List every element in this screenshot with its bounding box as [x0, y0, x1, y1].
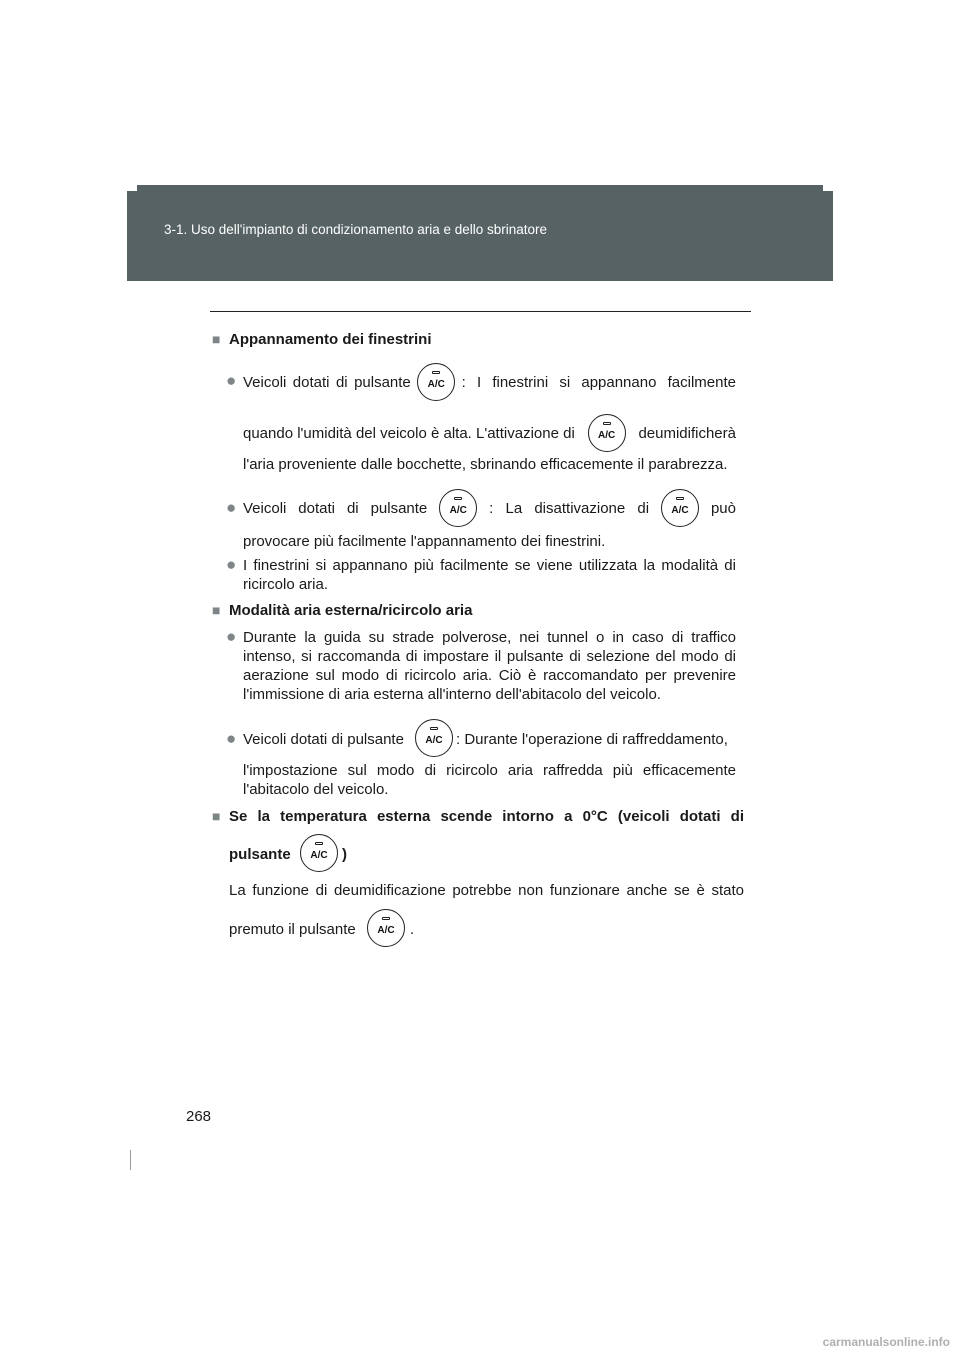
ac-label: A/C	[671, 504, 689, 516]
list-item	[243, 363, 736, 401]
ac-button-icon	[417, 363, 455, 401]
list-item-line: l'aria proveniente dalle bocchette, sbrinando efficacemente il parabrezza.	[243, 456, 728, 473]
section-heading-line: pulsante	[229, 846, 291, 863]
list-item-text: Veicoli dotati di pulsante	[243, 731, 404, 748]
text-word: pulsante	[354, 373, 411, 391]
body-text: La funzione di deumidificazione potrebbe non funzionare anche se è stato	[229, 882, 744, 899]
header-corner	[127, 185, 137, 191]
list-item	[243, 489, 736, 527]
text-word: dotati	[292, 373, 330, 391]
round-bullet-icon: ●	[226, 729, 237, 748]
text-word: dotati	[298, 499, 335, 517]
list-item: I finestrini si appannano più facilmente se viene utilizzata la modalità di ricircolo aria.	[243, 557, 736, 593]
section-divider	[210, 311, 751, 312]
text-word: Veicoli	[243, 373, 287, 391]
ac-button-icon	[439, 489, 477, 527]
section-heading: Se la temperatura esterna scende intorno a 0°C (veicoli dotati di	[229, 808, 744, 825]
square-bullet-icon: ■	[212, 331, 221, 347]
ac-label: A/C	[449, 504, 467, 516]
text-word: Veicoli	[243, 499, 287, 517]
text-run: : La disattivazione di	[489, 499, 650, 517]
text-word: pulsante	[370, 499, 428, 517]
round-bullet-icon: ●	[226, 555, 237, 574]
round-bullet-icon: ●	[226, 627, 237, 646]
list-item: Durante la guida su strade polverose, nei tunnel o in caso di traffico intenso, si raccomanda di impostare il pulsante di selezione del modo di aerazione sul modo di ricircolo aria. Ciò è raccomandato per prevenire l'immissione di aria esterna all'interno dell'abitacolo del veicolo.	[243, 629, 736, 703]
ac-button-icon	[367, 909, 405, 947]
square-bullet-icon: ■	[212, 602, 221, 618]
ac-label: A/C	[377, 924, 395, 936]
header-corner	[823, 185, 833, 191]
watermark: carmanualsonline.info	[822, 1335, 950, 1349]
ac-button-icon	[415, 719, 453, 757]
text-run: può	[710, 499, 736, 517]
page-number: 268	[186, 1108, 212, 1125]
ac-label: A/C	[425, 734, 443, 746]
body-text-line: premuto il pulsante	[229, 921, 356, 938]
text-word: di	[346, 499, 359, 517]
ac-label: A/C	[310, 849, 328, 861]
list-item-text: l'impostazione sul modo di ricircolo aria raffredda più efficacemente l'abitacolo del veicolo.	[243, 762, 736, 798]
text-word: di	[335, 373, 348, 391]
ac-button-icon	[661, 489, 699, 527]
text-run: deumidificherà	[638, 424, 736, 442]
list-item-text: : Durante l'operazione di raffreddamento,	[456, 731, 728, 748]
margin-mark	[130, 1150, 131, 1170]
list-item-line	[243, 414, 736, 452]
square-bullet-icon: ■	[212, 808, 221, 824]
chapter-header	[127, 185, 833, 281]
ac-button-icon	[588, 414, 626, 452]
body-text-line: .	[410, 921, 415, 938]
chapter-title: 3-1. Uso dell'impianto di condizionamento aria e dello sbrinatore	[164, 222, 548, 237]
ac-label: A/C	[597, 429, 616, 441]
list-item-line: provocare più facilmente l'appannamento dei finestrini.	[243, 533, 606, 550]
section-heading: Appannamento dei finestrini	[229, 331, 432, 348]
ac-label: A/C	[427, 378, 445, 390]
text-run: quando l'umidità del veicolo è alta. L'attivazione di	[243, 424, 575, 442]
section-heading-line: )	[342, 846, 347, 863]
round-bullet-icon: ●	[226, 371, 237, 390]
text-run: : I finestrini si appannano facilmente	[461, 373, 736, 391]
round-bullet-icon: ●	[226, 498, 237, 517]
ac-button-icon	[300, 834, 338, 872]
section-heading: Modalità aria esterna/ricircolo aria	[229, 602, 473, 619]
